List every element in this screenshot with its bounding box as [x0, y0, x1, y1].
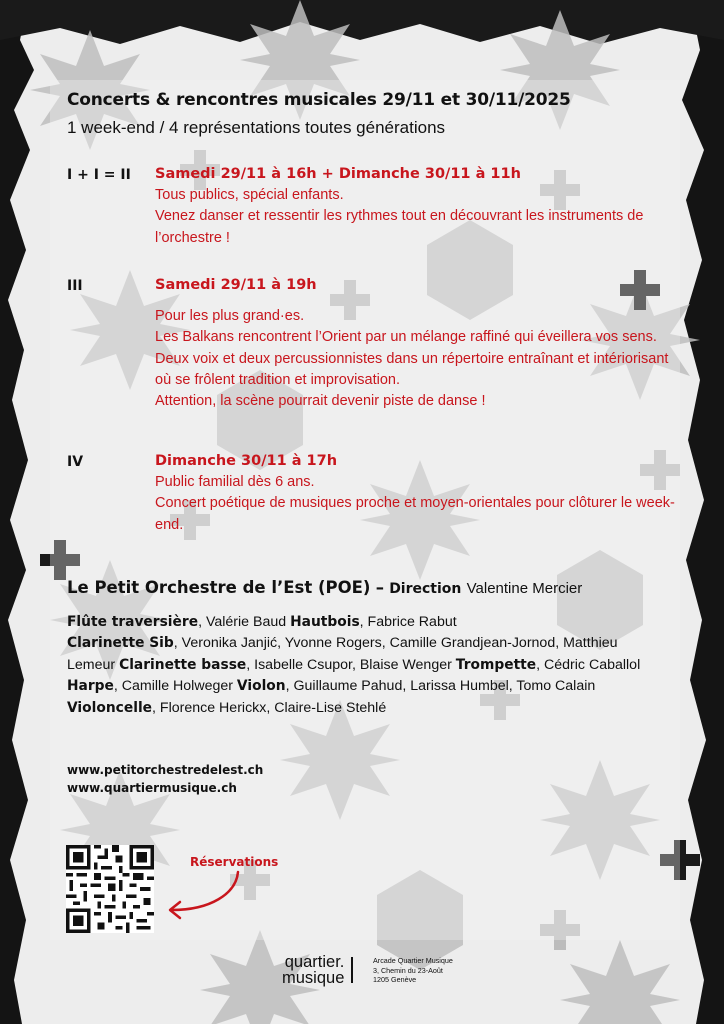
logo-line-1: quartier.: [284, 953, 345, 971]
section-1-line-1: Tous publics, spécial enfants.: [155, 187, 344, 204]
instrument-name: Harpe: [67, 678, 114, 695]
address-line-2: 3, Chemin du 23-Août: [373, 965, 443, 975]
section-1: [155, 164, 675, 249]
instrument-players: , Florence Herickx, Claire-Lise Stehlé: [152, 699, 387, 716]
section-1-line-2: Venez danser et ressentir les rythmes tout en découvrant les instruments de l’orchestre !: [155, 208, 644, 246]
orchestra-heading: [67, 578, 582, 597]
instrument-name: Violon: [236, 678, 286, 695]
musicians-list: [67, 612, 667, 719]
website-link-quartiermusique[interactable]: www.quartiermusique.ch: [67, 781, 237, 795]
section-1-title: Samedi 29/11 à 16h + Dimanche 30/11 à 11h: [155, 166, 521, 182]
orchestra-name: Le Petit Orchestre de l’Est (POE): [67, 578, 371, 597]
address-line-1: Arcade Quartier Musique: [373, 956, 453, 965]
section-3-title: Dimanche 30/11 à 17h: [155, 453, 338, 469]
website-link-poe[interactable]: www.petitorchestredelest.ch: [67, 763, 264, 777]
section-2-title: Samedi 29/11 à 19h: [155, 277, 317, 293]
section-2-line-4: Attention, la scène pourrait devenir piste de danse !: [155, 393, 486, 410]
instrument-players: , Fabrice Rabut: [359, 614, 457, 630]
direction-label: Direction: [389, 581, 462, 597]
director-name: Valentine Mercier: [466, 580, 583, 597]
address-block: [373, 956, 453, 985]
instrument-name: Clarinette Sib: [67, 635, 174, 652]
section-2-line-3: Deux voix et deux percussionnistes dans un répertoire entraînant et intériorisant où se frôlent tradition et improvisation.: [155, 350, 669, 388]
instrument-name: Hautbois: [290, 614, 360, 630]
instrument-name: Clarinette basse: [119, 656, 247, 673]
reservations-label: Réservations: [190, 855, 279, 869]
instrument-players: , Valérie Baud: [198, 614, 287, 630]
instrument-players: , Veronika Janjić, Yvonne Rogers, Camille Grandjean-Jornod, Matthieu Lemeur: [67, 635, 618, 673]
instrument-name: Violoncelle: [67, 699, 153, 716]
instrument-name: Flûte traversière: [67, 614, 199, 630]
section-3-line-1: Public familial dès 6 ans.: [155, 474, 315, 491]
section-number-3: IV: [67, 454, 84, 470]
section-2-line-1: Pour les plus grand·es.: [155, 308, 305, 325]
arrow-icon: [160, 868, 250, 923]
instrument-players: , Cédric Caballol: [536, 656, 641, 673]
quartier-musique-logo: [282, 954, 344, 986]
section-2-line-2: Les Balkans rencontrent l’Orient par un mélange raffiné qui éveillera vos sens.: [155, 329, 657, 346]
qr-code[interactable]: [66, 845, 154, 933]
address-line-3: 1205 Genève: [373, 975, 417, 984]
instrument-players: , Isabelle Csupor, Blaise Wenger: [246, 656, 452, 673]
page-subtitle: 1 week-end / 4 représentations toutes générations: [67, 118, 446, 137]
instrument-players: , Camille Holweger: [113, 678, 233, 695]
page-title: Concerts & rencontres musicales 29/11 et 30/11/2025: [67, 90, 571, 110]
section-3: [155, 451, 675, 536]
logo-line-2: musique: [282, 969, 345, 987]
instrument-players: , Guillaume Pahud, Larissa Humbel, Tomo Calain: [285, 678, 596, 695]
section-number-1: I + I = II: [67, 167, 131, 183]
orchestra-dash: –: [375, 578, 384, 597]
section-2: [155, 275, 675, 412]
logo-divider: [351, 957, 353, 983]
instrument-name: Trompette: [455, 656, 537, 673]
section-number-2: III: [67, 278, 83, 294]
section-3-line-2: Concert poétique de musiques proche et moyen-orientales pour clôturer le week-end.: [155, 495, 675, 533]
